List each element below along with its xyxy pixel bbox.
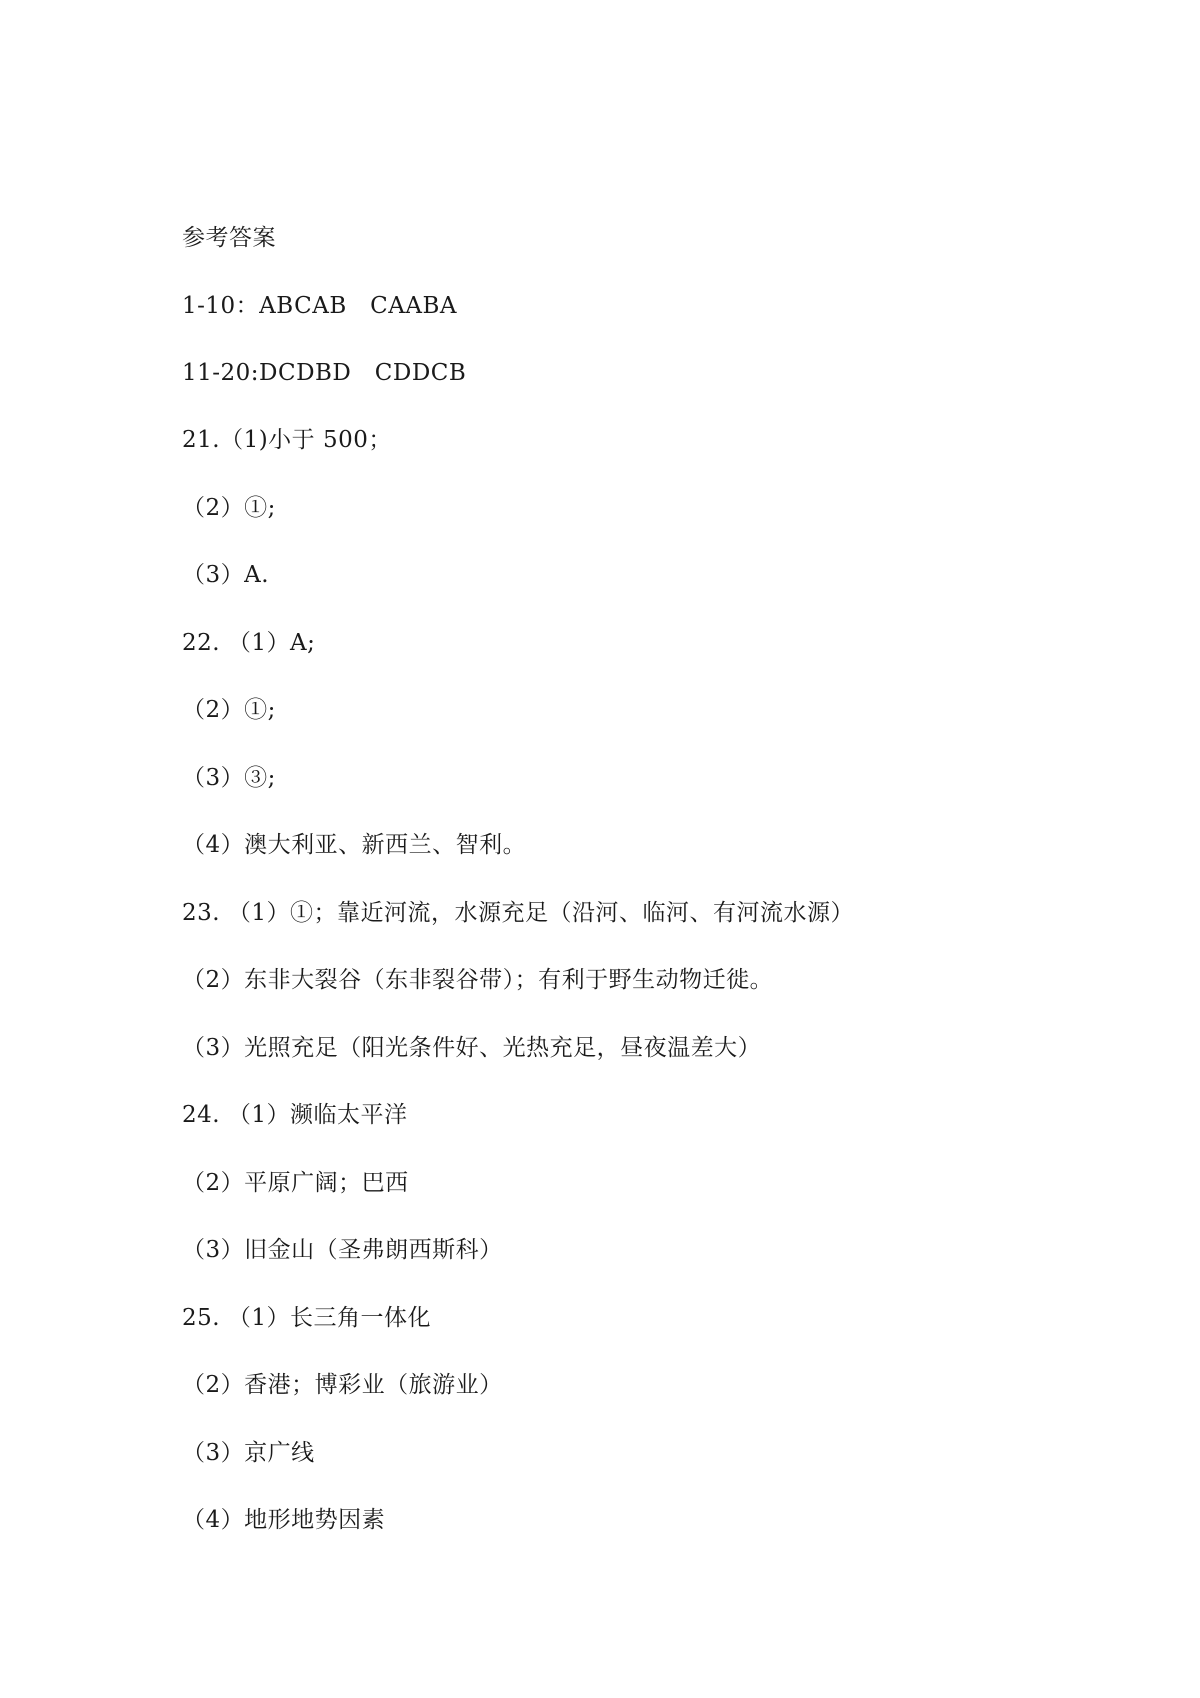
- answer-line-23-1: 23. （1）①；靠近河流，水源充足（沿河、临河、有河流水源）: [182, 900, 855, 926]
- answer-line-24-3: （3）旧金山（圣弗朗西斯科）: [182, 1237, 503, 1263]
- answer-line-24-1: 24. （1）濒临太平洋: [182, 1102, 408, 1128]
- answer-line-21-1: 21.（1)小于 500；: [182, 427, 392, 453]
- answer-line-1-10: 1-10：ABCAB CAABA: [182, 293, 457, 319]
- answer-line-22-1: 22. （1）A;: [182, 630, 316, 656]
- answer-line-23-2: （2）东非大裂谷（东非裂谷带）；有利于野生动物迁徙。: [182, 967, 774, 993]
- answer-line-11-20: 11-20:DCDBD CDDCB: [182, 360, 467, 386]
- answer-line-25-1: 25. （1）长三角一体化: [182, 1305, 432, 1331]
- answer-line-25-4: （4）地形地势因素: [182, 1507, 386, 1533]
- answer-line-21-2: （2）①;: [182, 495, 276, 521]
- answer-line-22-3: （3）③;: [182, 765, 276, 791]
- answer-line-22-2: （2）①;: [182, 697, 276, 723]
- answer-line-22-4: （4）澳大利亚、新西兰、智利。: [182, 832, 527, 858]
- answer-line-23-3: （3）光照充足（阳光条件好、光热充足，昼夜温差大）: [182, 1035, 762, 1061]
- answer-line-21-3: （3）A.: [182, 562, 270, 588]
- answer-line-24-2: （2）平原广阔；巴西: [182, 1170, 409, 1196]
- answer-line-25-2: （2）香港；博彩业（旅游业）: [182, 1372, 503, 1398]
- answer-line-25-3: （3）京广线: [182, 1440, 315, 1466]
- document-title: 参考答案: [182, 225, 276, 251]
